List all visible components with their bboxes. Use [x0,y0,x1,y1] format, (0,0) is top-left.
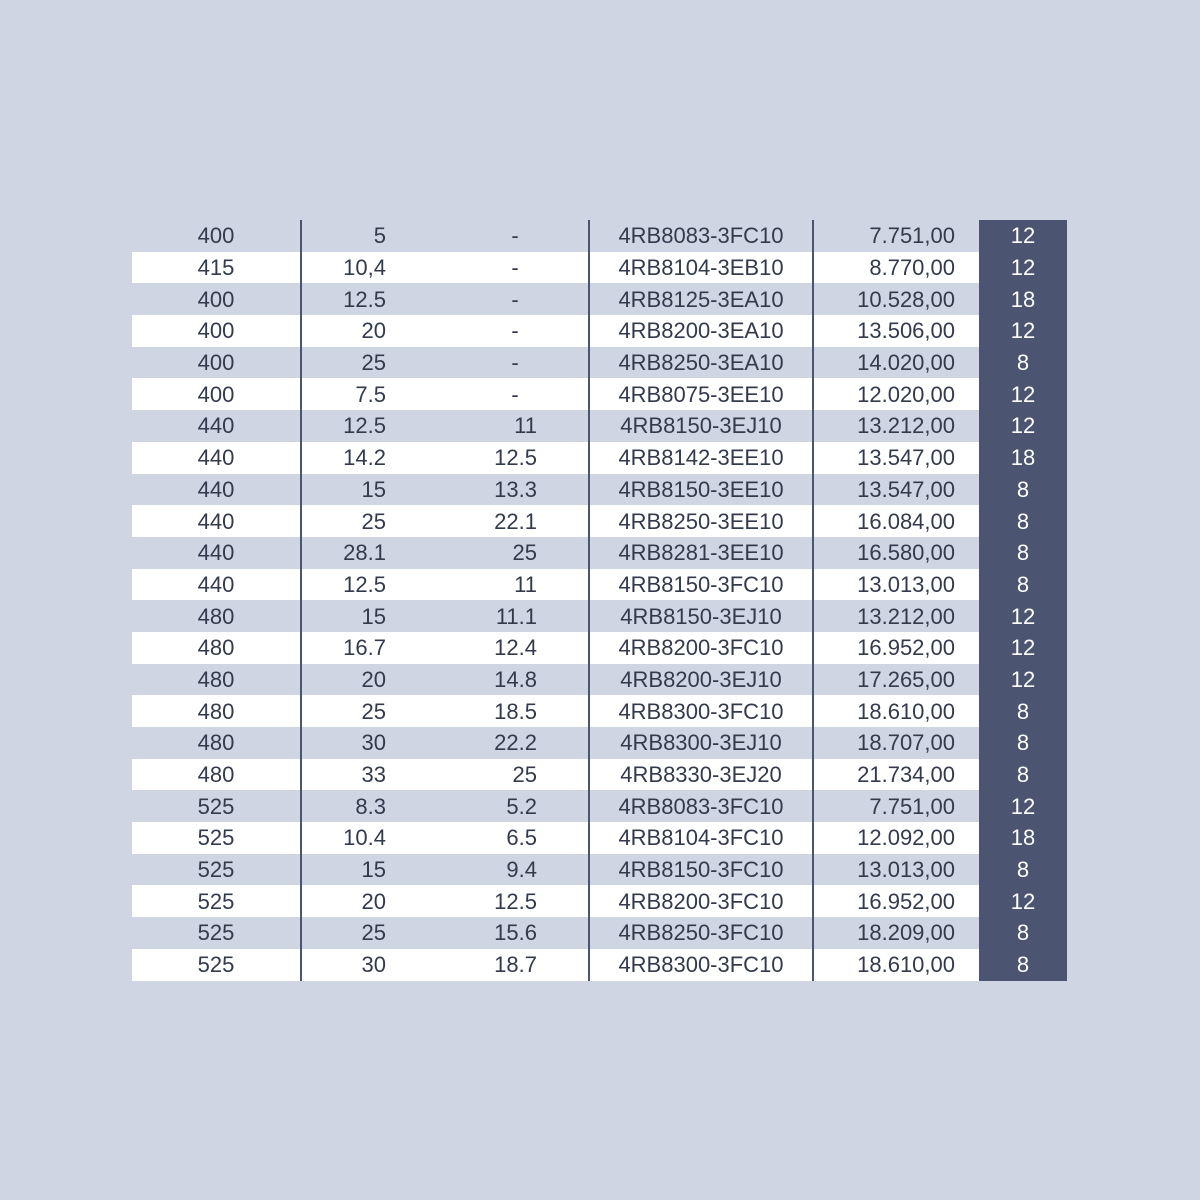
table-row [132,220,1067,252]
table-row [132,600,1067,632]
price-cell: 13.013,00 [813,569,979,601]
voltage-cell: 525 [132,790,301,822]
table-row [132,474,1067,506]
voltage-cell: 440 [132,505,301,537]
quantity-cell: 8 [979,759,1067,791]
secondary-power-cell: - [442,315,589,347]
secondary-power-cell: 18.7 [442,949,589,981]
quantity-cell: 12 [979,315,1067,347]
power-cell: 25 [301,505,442,537]
quantity-cell: 12 [979,664,1067,696]
quantity-cell: 18 [979,283,1067,315]
quantity-cell: 8 [979,727,1067,759]
voltage-cell: 525 [132,885,301,917]
table-row [132,822,1067,854]
voltage-cell: 525 [132,949,301,981]
product-code-cell: 4RB8150-3EJ10 [589,410,813,442]
secondary-power-cell: 13.3 [442,474,589,506]
price-cell: 18.707,00 [813,727,979,759]
quantity-cell: 8 [979,695,1067,727]
price-cell: 18.610,00 [813,949,979,981]
price-cell: 16.952,00 [813,885,979,917]
power-cell: 20 [301,315,442,347]
secondary-power-cell: 6.5 [442,822,589,854]
product-code-cell: 4RB8150-3EJ10 [589,600,813,632]
quantity-cell: 12 [979,885,1067,917]
power-cell: 7.5 [301,378,442,410]
voltage-cell: 440 [132,474,301,506]
secondary-power-cell: 22.1 [442,505,589,537]
voltage-cell: 440 [132,569,301,601]
product-code-cell: 4RB8142-3EE10 [589,442,813,474]
secondary-power-cell: 11 [442,569,589,601]
table-row [132,632,1067,664]
product-code-cell: 4RB8200-3FC10 [589,632,813,664]
price-cell: 17.265,00 [813,664,979,696]
voltage-cell: 440 [132,410,301,442]
secondary-power-cell: 25 [442,537,589,569]
secondary-power-cell: 18.5 [442,695,589,727]
quantity-cell: 12 [979,632,1067,664]
price-cell: 12.092,00 [813,822,979,854]
quantity-cell: 12 [979,600,1067,632]
table-row [132,283,1067,315]
power-cell: 10,4 [301,252,442,284]
power-cell: 25 [301,917,442,949]
voltage-cell: 525 [132,822,301,854]
table-row [132,759,1067,791]
voltage-cell: 440 [132,537,301,569]
product-code-cell: 4RB8083-3FC10 [589,790,813,822]
power-cell: 20 [301,885,442,917]
table-row [132,949,1067,981]
product-code-cell: 4RB8250-3EA10 [589,347,813,379]
power-cell: 12.5 [301,410,442,442]
secondary-power-cell: 22.2 [442,727,589,759]
voltage-cell: 480 [132,759,301,791]
secondary-power-cell: 12.5 [442,885,589,917]
secondary-power-cell: - [442,252,589,284]
quantity-cell: 8 [979,949,1067,981]
price-cell: 16.952,00 [813,632,979,664]
product-code-cell: 4RB8083-3FC10 [589,220,813,252]
price-cell: 13.506,00 [813,315,979,347]
power-cell: 15 [301,854,442,886]
quantity-cell: 18 [979,822,1067,854]
quantity-cell: 8 [979,569,1067,601]
secondary-power-cell: 14.8 [442,664,589,696]
table-row [132,885,1067,917]
voltage-cell: 400 [132,220,301,252]
product-code-cell: 4RB8125-3EA10 [589,283,813,315]
power-cell: 10.4 [301,822,442,854]
table-row [132,505,1067,537]
secondary-power-cell: 25 [442,759,589,791]
power-cell: 20 [301,664,442,696]
quantity-cell: 12 [979,378,1067,410]
table-row [132,315,1067,347]
product-code-cell: 4RB8300-3FC10 [589,949,813,981]
power-cell: 14.2 [301,442,442,474]
price-cell: 13.547,00 [813,442,979,474]
product-code-cell: 4RB8075-3EE10 [589,378,813,410]
product-code-cell: 4RB8150-3FC10 [589,854,813,886]
product-price-table-container [132,220,1067,981]
product-code-cell: 4RB8300-3FC10 [589,695,813,727]
price-cell: 13.013,00 [813,854,979,886]
voltage-cell: 400 [132,347,301,379]
table-body [132,220,1067,981]
power-cell: 30 [301,949,442,981]
table-row [132,378,1067,410]
power-cell: 25 [301,695,442,727]
power-cell: 30 [301,727,442,759]
price-cell: 13.547,00 [813,474,979,506]
table-row [132,790,1067,822]
product-code-cell: 4RB8104-3FC10 [589,822,813,854]
product-code-cell: 4RB8200-3EJ10 [589,664,813,696]
product-code-cell: 4RB8150-3EE10 [589,474,813,506]
product-code-cell: 4RB8250-3FC10 [589,917,813,949]
table-row [132,569,1067,601]
quantity-cell: 8 [979,917,1067,949]
quantity-cell: 8 [979,347,1067,379]
quantity-cell: 12 [979,410,1067,442]
table-row [132,695,1067,727]
secondary-power-cell: - [442,283,589,315]
voltage-cell: 400 [132,378,301,410]
secondary-power-cell: 11 [442,410,589,442]
quantity-cell: 8 [979,474,1067,506]
secondary-power-cell: 12.4 [442,632,589,664]
price-cell: 21.734,00 [813,759,979,791]
voltage-cell: 525 [132,854,301,886]
product-price-table [132,220,1067,981]
quantity-cell: 12 [979,220,1067,252]
price-cell: 8.770,00 [813,252,979,284]
secondary-power-cell: 12.5 [442,442,589,474]
secondary-power-cell: 5.2 [442,790,589,822]
secondary-power-cell: 9.4 [442,854,589,886]
price-cell: 12.020,00 [813,378,979,410]
power-cell: 25 [301,347,442,379]
power-cell: 5 [301,220,442,252]
quantity-cell: 8 [979,854,1067,886]
table-row [132,252,1067,284]
price-cell: 7.751,00 [813,220,979,252]
table-row [132,854,1067,886]
quantity-cell: 12 [979,252,1067,284]
table-row [132,442,1067,474]
voltage-cell: 480 [132,695,301,727]
price-cell: 14.020,00 [813,347,979,379]
secondary-power-cell: - [442,220,589,252]
voltage-cell: 480 [132,600,301,632]
quantity-cell: 18 [979,442,1067,474]
power-cell: 12.5 [301,283,442,315]
product-code-cell: 4RB8250-3EE10 [589,505,813,537]
secondary-power-cell: - [442,378,589,410]
voltage-cell: 480 [132,632,301,664]
product-code-cell: 4RB8104-3EB10 [589,252,813,284]
power-cell: 33 [301,759,442,791]
power-cell: 28.1 [301,537,442,569]
voltage-cell: 400 [132,315,301,347]
power-cell: 12.5 [301,569,442,601]
quantity-cell: 12 [979,790,1067,822]
price-cell: 13.212,00 [813,600,979,632]
voltage-cell: 480 [132,664,301,696]
table-row [132,537,1067,569]
product-code-cell: 4RB8300-3EJ10 [589,727,813,759]
table-row [132,410,1067,442]
product-code-cell: 4RB8330-3EJ20 [589,759,813,791]
product-code-cell: 4RB8200-3EA10 [589,315,813,347]
quantity-cell: 8 [979,537,1067,569]
table-row [132,347,1067,379]
table-row [132,917,1067,949]
voltage-cell: 400 [132,283,301,315]
product-code-cell: 4RB8200-3FC10 [589,885,813,917]
price-cell: 13.212,00 [813,410,979,442]
secondary-power-cell: 15.6 [442,917,589,949]
price-cell: 16.084,00 [813,505,979,537]
product-code-cell: 4RB8281-3EE10 [589,537,813,569]
voltage-cell: 480 [132,727,301,759]
voltage-cell: 415 [132,252,301,284]
price-cell: 18.610,00 [813,695,979,727]
quantity-cell: 8 [979,505,1067,537]
secondary-power-cell: - [442,347,589,379]
price-cell: 16.580,00 [813,537,979,569]
voltage-cell: 525 [132,917,301,949]
secondary-power-cell: 11.1 [442,600,589,632]
price-cell: 18.209,00 [813,917,979,949]
table-row [132,664,1067,696]
price-cell: 7.751,00 [813,790,979,822]
price-cell: 10.528,00 [813,283,979,315]
voltage-cell: 440 [132,442,301,474]
power-cell: 16.7 [301,632,442,664]
product-code-cell: 4RB8150-3FC10 [589,569,813,601]
power-cell: 15 [301,474,442,506]
power-cell: 15 [301,600,442,632]
table-row [132,727,1067,759]
power-cell: 8.3 [301,790,442,822]
